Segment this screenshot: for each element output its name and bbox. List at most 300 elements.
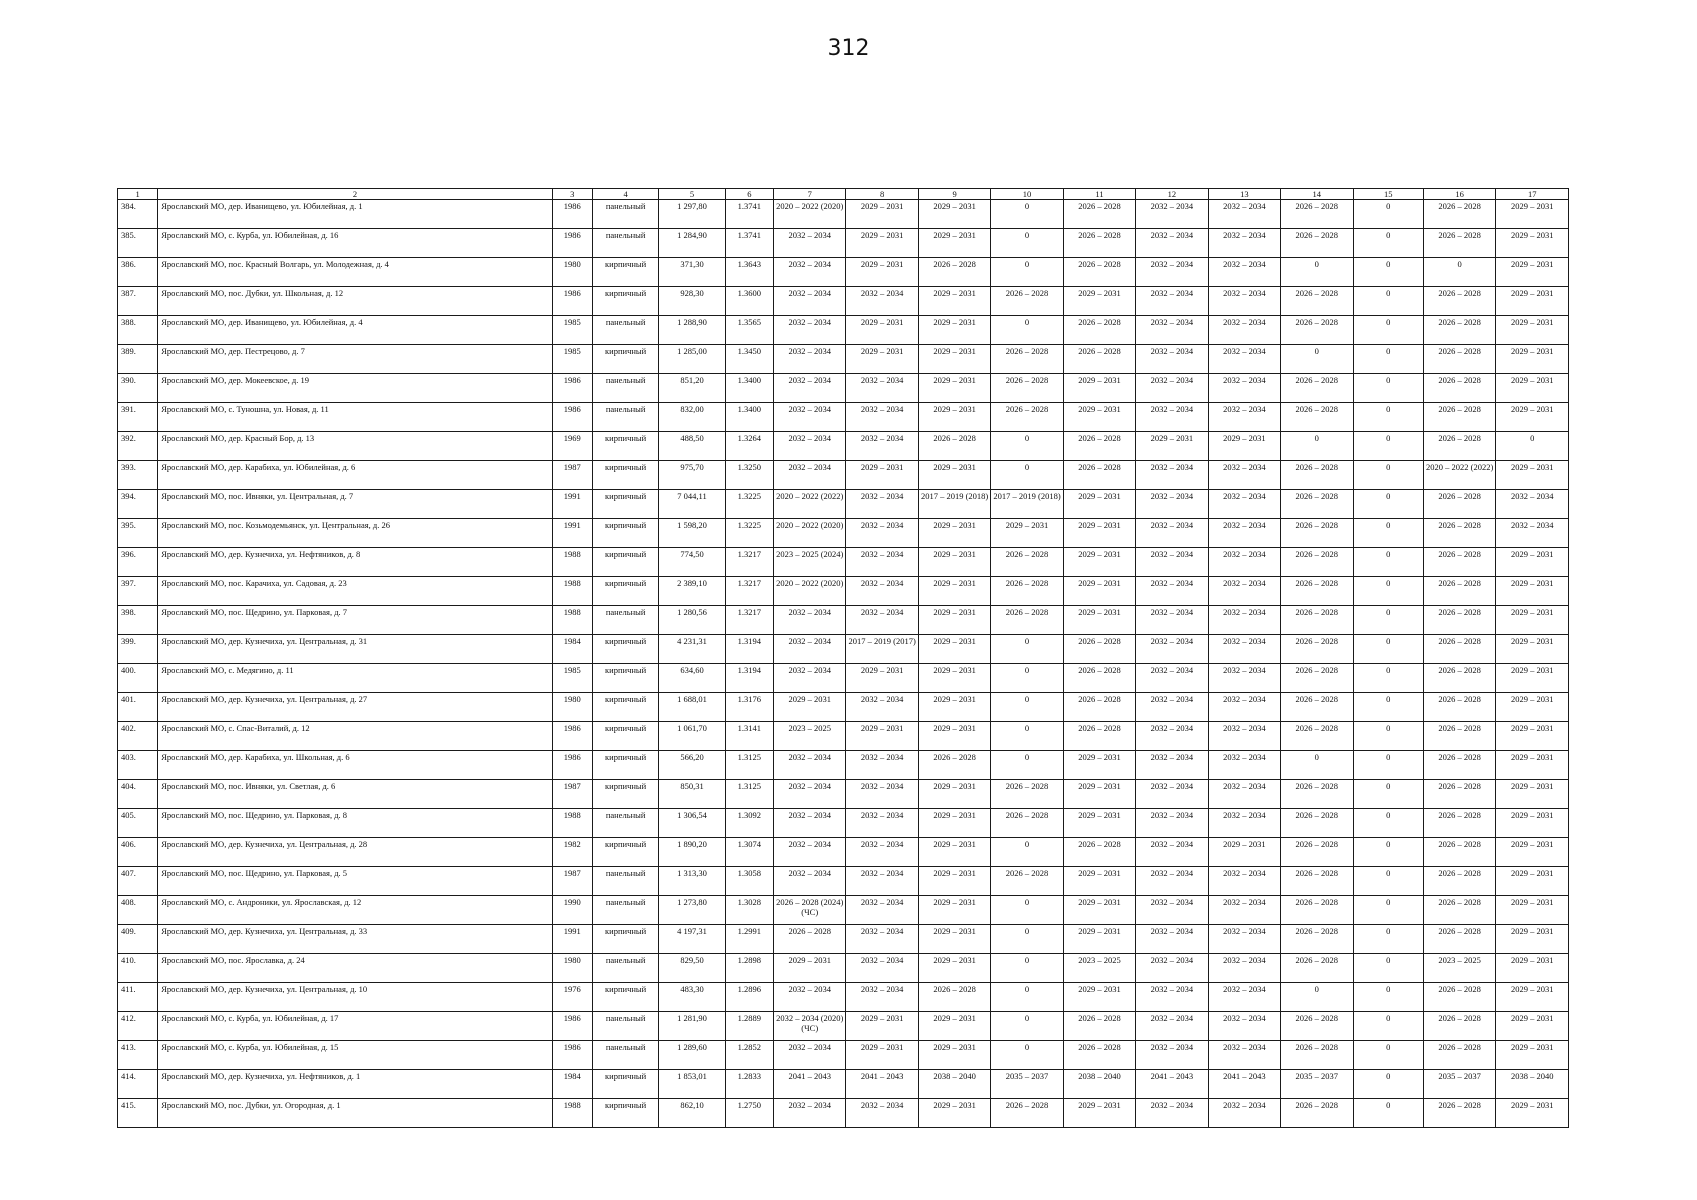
address-cell: Ярославский МО, с. Спас-Виталий, д. 12 <box>158 722 552 751</box>
table-cell: 2029 – 2031 <box>846 258 918 287</box>
table-cell: 2038 – 2040 <box>918 1070 990 1099</box>
row-number-cell: 414. <box>118 1070 158 1099</box>
table-cell: 2032 – 2034 (2020) (ЧС) <box>774 1012 846 1041</box>
table-cell: 2032 – 2034 <box>1208 577 1280 606</box>
table-cell: 2026 – 2028 <box>1281 1012 1353 1041</box>
address-cell: Ярославский МО, дер. Кузнечиха, ул. Центральная, д. 33 <box>158 925 552 954</box>
table-cell: 0 <box>1353 1041 1423 1070</box>
table-cell: 0 <box>991 316 1063 345</box>
table-cell: панельный <box>592 1012 658 1041</box>
table-cell: 0 <box>1353 229 1423 258</box>
address-cell: Ярославский МО, дер. Мокеевское, д. 19 <box>158 374 552 403</box>
table-cell: кирпичный <box>592 925 658 954</box>
table-cell: 2032 – 2034 <box>846 287 918 316</box>
table-cell: 2020 – 2022 (2020) <box>774 200 846 229</box>
table-cell: 2029 – 2031 <box>918 287 990 316</box>
table-body <box>118 200 1569 1128</box>
table-cell: 0 <box>1281 432 1353 461</box>
table-cell: 2026 – 2028 <box>1423 983 1495 1012</box>
table-cell: 2032 – 2034 <box>1208 258 1280 287</box>
address-cell: Ярославский МО, пос. Щедрино, ул. Парковая, д. 5 <box>158 867 552 896</box>
table-cell: 2029 – 2031 <box>918 200 990 229</box>
table-cell: 2029 – 2031 <box>918 374 990 403</box>
row-number-cell: 398. <box>118 606 158 635</box>
table-cell: 0 <box>1353 693 1423 722</box>
table-cell: 0 <box>991 664 1063 693</box>
table-cell: 2032 – 2034 <box>1208 954 1280 983</box>
table-cell: 2029 – 2031 <box>1496 461 1569 490</box>
table-cell: 0 <box>1353 432 1423 461</box>
table-cell: 2029 – 2031 <box>918 461 990 490</box>
table-cell: 0 <box>1496 432 1569 461</box>
table-cell: 2026 – 2028 <box>991 374 1063 403</box>
table-row <box>118 258 1569 287</box>
table-cell: 0 <box>1281 258 1353 287</box>
table-cell: 2032 – 2034 <box>774 403 846 432</box>
table-cell: 2026 – 2028 <box>1281 780 1353 809</box>
table-cell: 1 273,80 <box>659 896 725 925</box>
table-cell: 2029 – 2031 <box>918 867 990 896</box>
table-cell: 1984 <box>552 1070 592 1099</box>
address-cell: Ярославский МО, дер. Карабиха, ул. Юбилейная, д. 6 <box>158 461 552 490</box>
table-cell: 2029 – 2031 <box>918 1041 990 1070</box>
table-cell: кирпичный <box>592 258 658 287</box>
table-cell: 2032 – 2034 <box>1208 809 1280 838</box>
table-cell: 2029 – 2031 <box>846 229 918 258</box>
table-row <box>118 432 1569 461</box>
table-cell: 1986 <box>552 200 592 229</box>
table-cell: 0 <box>991 635 1063 664</box>
table-cell: 2029 – 2031 <box>1496 345 1569 374</box>
table-cell: 1 297,80 <box>659 200 725 229</box>
table-cell: 2029 – 2031 <box>918 693 990 722</box>
table-cell: 1.3264 <box>725 432 773 461</box>
table-cell: 2029 – 2031 <box>1496 867 1569 896</box>
table-cell: кирпичный <box>592 722 658 751</box>
table-cell: 1.3125 <box>725 751 773 780</box>
table-cell: 2032 – 2034 <box>846 809 918 838</box>
table-row <box>118 490 1569 519</box>
address-cell: Ярославский МО, с. Медягино, д. 11 <box>158 664 552 693</box>
row-number-cell: 415. <box>118 1099 158 1128</box>
table-cell: панельный <box>592 316 658 345</box>
table-cell: кирпичный <box>592 1099 658 1128</box>
table-cell: 0 <box>1281 345 1353 374</box>
table-cell: 2032 – 2034 <box>1208 374 1280 403</box>
table-cell: 1986 <box>552 229 592 258</box>
column-header: 4 <box>592 189 658 200</box>
table-cell: кирпичный <box>592 548 658 577</box>
table-cell: 2026 – 2028 <box>1423 896 1495 925</box>
table-cell: 2026 – 2028 <box>774 925 846 954</box>
table-cell: 774,50 <box>659 548 725 577</box>
table-cell: 2032 – 2034 <box>1208 693 1280 722</box>
table-cell: 2029 – 2031 <box>1063 374 1135 403</box>
table-cell: 2029 – 2031 <box>1063 287 1135 316</box>
table-cell: 2032 – 2034 <box>1136 751 1208 780</box>
table-cell: 2032 – 2034 <box>774 606 846 635</box>
table-cell: кирпичный <box>592 838 658 867</box>
table-cell: 0 <box>991 925 1063 954</box>
table-cell: 2029 – 2031 <box>1496 258 1569 287</box>
table-cell: 2026 – 2028 <box>1063 1012 1135 1041</box>
table-cell: 0 <box>1353 490 1423 519</box>
table-cell: 2032 – 2034 <box>1208 983 1280 1012</box>
table-cell: 2032 – 2034 <box>1208 635 1280 664</box>
table-cell: 2026 – 2028 <box>918 751 990 780</box>
address-cell: Ярославский МО, пос. Щедрино, ул. Парковая, д. 7 <box>158 606 552 635</box>
table-cell: 2026 – 2028 <box>1423 548 1495 577</box>
table-cell: панельный <box>592 809 658 838</box>
table-cell: 2029 – 2031 <box>1496 809 1569 838</box>
table-row <box>118 577 1569 606</box>
table-cell: 2026 – 2028 <box>1423 200 1495 229</box>
table-cell: 1.2833 <box>725 1070 773 1099</box>
table-cell: 2020 – 2022 (2022) <box>774 490 846 519</box>
table-cell: 1986 <box>552 374 592 403</box>
table-cell: 2032 – 2034 <box>774 1099 846 1128</box>
table-cell: 2026 – 2028 <box>1281 809 1353 838</box>
table-cell: 2026 – 2028 <box>1281 1099 1353 1128</box>
table-cell: 0 <box>991 693 1063 722</box>
table-row <box>118 316 1569 345</box>
table-cell: 2026 – 2028 <box>1063 635 1135 664</box>
table-cell: кирпичный <box>592 490 658 519</box>
table-cell: 2026 – 2028 <box>1281 490 1353 519</box>
table-cell: 7 044,11 <box>659 490 725 519</box>
table-cell: 2032 – 2034 <box>774 287 846 316</box>
table-cell: 2026 – 2028 <box>1423 316 1495 345</box>
table-cell: 2032 – 2034 <box>1208 461 1280 490</box>
table-cell: 1986 <box>552 722 592 751</box>
table-cell: 1 281,90 <box>659 1012 725 1041</box>
table-cell: 1.3092 <box>725 809 773 838</box>
table-cell: 0 <box>1353 722 1423 751</box>
table-cell: 2026 – 2028 <box>1423 345 1495 374</box>
table-cell: 1985 <box>552 345 592 374</box>
table-cell: 1 280,56 <box>659 606 725 635</box>
row-number-cell: 403. <box>118 751 158 780</box>
table-cell: 2026 – 2028 <box>1063 345 1135 374</box>
table-cell: 1.3074 <box>725 838 773 867</box>
table-cell: 0 <box>1353 925 1423 954</box>
table-cell: 2032 – 2034 <box>774 258 846 287</box>
table-cell: 2029 – 2031 <box>918 954 990 983</box>
table-cell: 1982 <box>552 838 592 867</box>
table-cell: 2029 – 2031 <box>918 809 990 838</box>
table-cell: 2026 – 2028 <box>991 867 1063 896</box>
table-cell: 2029 – 2031 <box>1063 519 1135 548</box>
address-cell: Ярославский МО, дер. Кузнечиха, ул. Центральная, д. 27 <box>158 693 552 722</box>
row-number-cell: 390. <box>118 374 158 403</box>
table-cell: 2032 – 2034 <box>846 432 918 461</box>
table-cell: 2026 – 2028 <box>1423 229 1495 258</box>
table-cell: 2035 – 2037 <box>991 1070 1063 1099</box>
table-cell: 1.2991 <box>725 925 773 954</box>
table-cell: 2026 – 2028 <box>1063 258 1135 287</box>
table-row <box>118 954 1569 983</box>
table-cell: 0 <box>1353 867 1423 896</box>
table-cell: 2026 – 2028 <box>918 432 990 461</box>
table-row <box>118 461 1569 490</box>
table-cell: 2026 – 2028 <box>1063 664 1135 693</box>
table-header-row <box>118 189 1569 200</box>
table-cell: кирпичный <box>592 664 658 693</box>
table-cell: 2032 – 2034 <box>1208 403 1280 432</box>
table-cell: 2032 – 2034 <box>846 693 918 722</box>
table-cell: 371,30 <box>659 258 725 287</box>
table-cell: 1 284,90 <box>659 229 725 258</box>
table-cell: 1 890,20 <box>659 838 725 867</box>
table-cell: 2029 – 2031 <box>918 1012 990 1041</box>
table-cell: 2029 – 2031 <box>918 780 990 809</box>
table-cell: 2029 – 2031 <box>1496 287 1569 316</box>
table-cell: 0 <box>991 461 1063 490</box>
table-cell: 2032 – 2034 <box>1136 606 1208 635</box>
table-cell: 2029 – 2031 <box>918 519 990 548</box>
table-cell: 2026 – 2028 (2024) (ЧС) <box>774 896 846 925</box>
table-cell: 2029 – 2031 <box>918 316 990 345</box>
table-row <box>118 896 1569 925</box>
table-cell: 2032 – 2034 <box>846 751 918 780</box>
table-cell: кирпичный <box>592 983 658 1012</box>
table-cell: 1988 <box>552 809 592 838</box>
table-cell: 2026 – 2028 <box>1423 722 1495 751</box>
address-cell: Ярославский МО, с. Курба, ул. Юбилейная, д. 16 <box>158 229 552 258</box>
table-cell: 2032 – 2034 <box>1136 722 1208 751</box>
table-cell: 2026 – 2028 <box>1423 635 1495 664</box>
table-cell: 2038 – 2040 <box>1496 1070 1569 1099</box>
table-cell: 2029 – 2031 <box>1063 577 1135 606</box>
table-cell: 2032 – 2034 <box>1136 954 1208 983</box>
table-cell: 2029 – 2031 <box>918 345 990 374</box>
table-cell: 2029 – 2031 <box>1496 1099 1569 1128</box>
table-cell: 2029 – 2031 <box>1496 722 1569 751</box>
table-cell: панельный <box>592 896 658 925</box>
table-cell: 2026 – 2028 <box>1281 635 1353 664</box>
table-cell: 2032 – 2034 <box>774 780 846 809</box>
table-cell: 2026 – 2028 <box>1423 1099 1495 1128</box>
table-cell: 2026 – 2028 <box>1281 403 1353 432</box>
table-cell: 2029 – 2031 <box>1208 838 1280 867</box>
table-cell: панельный <box>592 403 658 432</box>
table-cell: 2026 – 2028 <box>1281 925 1353 954</box>
table-cell: 1 853,01 <box>659 1070 725 1099</box>
table-cell: 2026 – 2028 <box>991 548 1063 577</box>
table-cell: 2029 – 2031 <box>774 693 846 722</box>
table-cell: 2032 – 2034 <box>1208 1041 1280 1070</box>
table-cell: 2032 – 2034 <box>1208 287 1280 316</box>
table-cell: 2026 – 2028 <box>1423 1012 1495 1041</box>
table-cell: 1.3400 <box>725 403 773 432</box>
row-number-cell: 401. <box>118 693 158 722</box>
table-cell: 1.3176 <box>725 693 773 722</box>
table-cell: 2032 – 2034 <box>1136 925 1208 954</box>
column-header: 7 <box>774 189 846 200</box>
table-cell: панельный <box>592 954 658 983</box>
table-cell: 2026 – 2028 <box>1063 316 1135 345</box>
table-cell: 2029 – 2031 <box>918 722 990 751</box>
page-number: 312 <box>827 36 870 61</box>
table-cell: 2026 – 2028 <box>918 258 990 287</box>
table-cell: 2026 – 2028 <box>1063 461 1135 490</box>
table-cell: 2032 – 2034 <box>1136 490 1208 519</box>
table-cell: 2032 – 2034 <box>1208 548 1280 577</box>
table-row <box>118 925 1569 954</box>
table-cell: 2032 – 2034 <box>1136 635 1208 664</box>
table-cell: 1988 <box>552 606 592 635</box>
table-cell: 2029 – 2031 <box>1063 983 1135 1012</box>
table-cell: 2029 – 2031 <box>918 896 990 925</box>
table-cell: 0 <box>991 954 1063 983</box>
table-row <box>118 1041 1569 1070</box>
table-cell: 1987 <box>552 867 592 896</box>
table-row <box>118 519 1569 548</box>
table-cell: 2029 – 2031 <box>1496 577 1569 606</box>
row-number-cell: 407. <box>118 867 158 896</box>
table-cell: 566,20 <box>659 751 725 780</box>
table-cell: 2032 – 2034 <box>1208 345 1280 374</box>
table-cell: 1.3741 <box>725 200 773 229</box>
table-cell: 0 <box>991 983 1063 1012</box>
table-cell: 2026 – 2028 <box>991 345 1063 374</box>
table-cell: 2026 – 2028 <box>991 287 1063 316</box>
row-number-cell: 392. <box>118 432 158 461</box>
table-row <box>118 838 1569 867</box>
table-cell: 1988 <box>552 1099 592 1128</box>
table-cell: 1.3217 <box>725 577 773 606</box>
table-cell: 2038 – 2040 <box>1063 1070 1135 1099</box>
table-cell: 2032 – 2034 <box>1136 983 1208 1012</box>
table-cell: кирпичный <box>592 635 658 664</box>
table-cell: 2032 – 2034 <box>1136 548 1208 577</box>
table-cell: 1985 <box>552 316 592 345</box>
table-cell: 0 <box>1353 983 1423 1012</box>
table-cell: 2032 – 2034 <box>846 867 918 896</box>
table-cell: 2026 – 2028 <box>1281 374 1353 403</box>
table-cell: 0 <box>991 229 1063 258</box>
table-cell: 2029 – 2031 <box>1496 751 1569 780</box>
table-cell: 0 <box>1353 345 1423 374</box>
table-cell: 2026 – 2028 <box>1423 780 1495 809</box>
address-cell: Ярославский МО, с. Андроники, ул. Ярославская, д. 12 <box>158 896 552 925</box>
row-number-cell: 385. <box>118 229 158 258</box>
table-cell: 0 <box>1353 200 1423 229</box>
table-cell: 2029 – 2031 <box>1496 838 1569 867</box>
table-cell: 2029 – 2031 <box>1063 490 1135 519</box>
table-cell: 2020 – 2022 (2022) <box>1423 461 1495 490</box>
table-cell: 2026 – 2028 <box>991 403 1063 432</box>
table-cell: 2023 – 2025 <box>1063 954 1135 983</box>
table-cell: 2029 – 2031 <box>1063 751 1135 780</box>
table-row <box>118 1070 1569 1099</box>
table-cell: 0 <box>1353 780 1423 809</box>
table-cell: кирпичный <box>592 780 658 809</box>
table-cell: 2029 – 2031 <box>1063 403 1135 432</box>
table-cell: 2026 – 2028 <box>1423 519 1495 548</box>
address-cell: Ярославский МО, дер. Кузнечиха, ул. Центральная, д. 28 <box>158 838 552 867</box>
table-cell: 2029 – 2031 <box>1496 664 1569 693</box>
table-cell: 2032 – 2034 <box>1208 780 1280 809</box>
table-cell: 1 306,54 <box>659 809 725 838</box>
table-cell: 2041 – 2043 <box>774 1070 846 1099</box>
table-cell: 2032 – 2034 <box>1208 1012 1280 1041</box>
row-number-cell: 406. <box>118 838 158 867</box>
table-cell: 2017 – 2019 (2017) <box>846 635 918 664</box>
table-cell: 4 197,31 <box>659 925 725 954</box>
row-number-cell: 413. <box>118 1041 158 1070</box>
table-cell: 1.3141 <box>725 722 773 751</box>
table-cell: 1 313,30 <box>659 867 725 896</box>
table-cell: 1.3058 <box>725 867 773 896</box>
column-header: 3 <box>552 189 592 200</box>
row-number-cell: 387. <box>118 287 158 316</box>
table-cell: 2026 – 2028 <box>1281 954 1353 983</box>
table-cell: 0 <box>1353 1070 1423 1099</box>
table-cell: 2026 – 2028 <box>991 577 1063 606</box>
table-cell: 0 <box>1353 606 1423 635</box>
address-cell: Ярославский МО, пос. Козьмодемьянск, ул. Центральная, д. 26 <box>158 519 552 548</box>
table-cell: 1988 <box>552 548 592 577</box>
table-cell: 2029 – 2031 <box>1136 432 1208 461</box>
table-cell: кирпичный <box>592 345 658 374</box>
table-cell: 0 <box>1353 809 1423 838</box>
table-cell: 2032 – 2034 <box>774 229 846 258</box>
table-cell: 2029 – 2031 <box>1063 867 1135 896</box>
table-cell: 1.3225 <box>725 490 773 519</box>
table-cell: 1991 <box>552 925 592 954</box>
column-header: 6 <box>725 189 773 200</box>
address-cell: Ярославский МО, пос. Ивняки, ул. Светлая, д. 6 <box>158 780 552 809</box>
table-cell: 1.3400 <box>725 374 773 403</box>
address-cell: Ярославский МО, дер. Кузнечиха, ул. Нефтяников, д. 8 <box>158 548 552 577</box>
table-cell: 1984 <box>552 635 592 664</box>
table-cell: 2032 – 2034 <box>1136 693 1208 722</box>
table-cell: 2032 – 2034 <box>1136 867 1208 896</box>
table-cell: панельный <box>592 606 658 635</box>
table-cell: 2026 – 2028 <box>1423 287 1495 316</box>
table-cell: 2026 – 2028 <box>1281 664 1353 693</box>
table-cell: 2029 – 2031 <box>1063 925 1135 954</box>
table-row <box>118 664 1569 693</box>
table-cell: 2026 – 2028 <box>991 606 1063 635</box>
table-cell: 2032 – 2034 <box>1136 809 1208 838</box>
row-number-cell: 386. <box>118 258 158 287</box>
table-cell: 2017 – 2019 (2018) <box>918 490 990 519</box>
table-row <box>118 548 1569 577</box>
row-number-cell: 394. <box>118 490 158 519</box>
address-cell: Ярославский МО, пос. Карачиха, ул. Садовая, д. 23 <box>158 577 552 606</box>
table-cell: 0 <box>991 751 1063 780</box>
table-cell: 2026 – 2028 <box>1423 374 1495 403</box>
address-cell: Ярославский МО, дер. Пестрецово, д. 7 <box>158 345 552 374</box>
table-cell: 1986 <box>552 1041 592 1070</box>
table-cell: 2032 – 2034 <box>1136 577 1208 606</box>
column-header: 11 <box>1063 189 1135 200</box>
table-cell: 0 <box>1353 519 1423 548</box>
table-cell: 2032 – 2034 <box>1208 751 1280 780</box>
table-cell: 1.3028 <box>725 896 773 925</box>
table-cell: 2026 – 2028 <box>918 983 990 1012</box>
table-cell: панельный <box>592 1041 658 1070</box>
table-cell: 2032 – 2034 <box>774 461 846 490</box>
table-cell: 2032 – 2034 <box>1208 896 1280 925</box>
table-cell: кирпичный <box>592 693 658 722</box>
row-number-cell: 408. <box>118 896 158 925</box>
row-number-cell: 389. <box>118 345 158 374</box>
table-cell: 2032 – 2034 <box>774 374 846 403</box>
table-cell: 2029 – 2031 <box>1063 548 1135 577</box>
